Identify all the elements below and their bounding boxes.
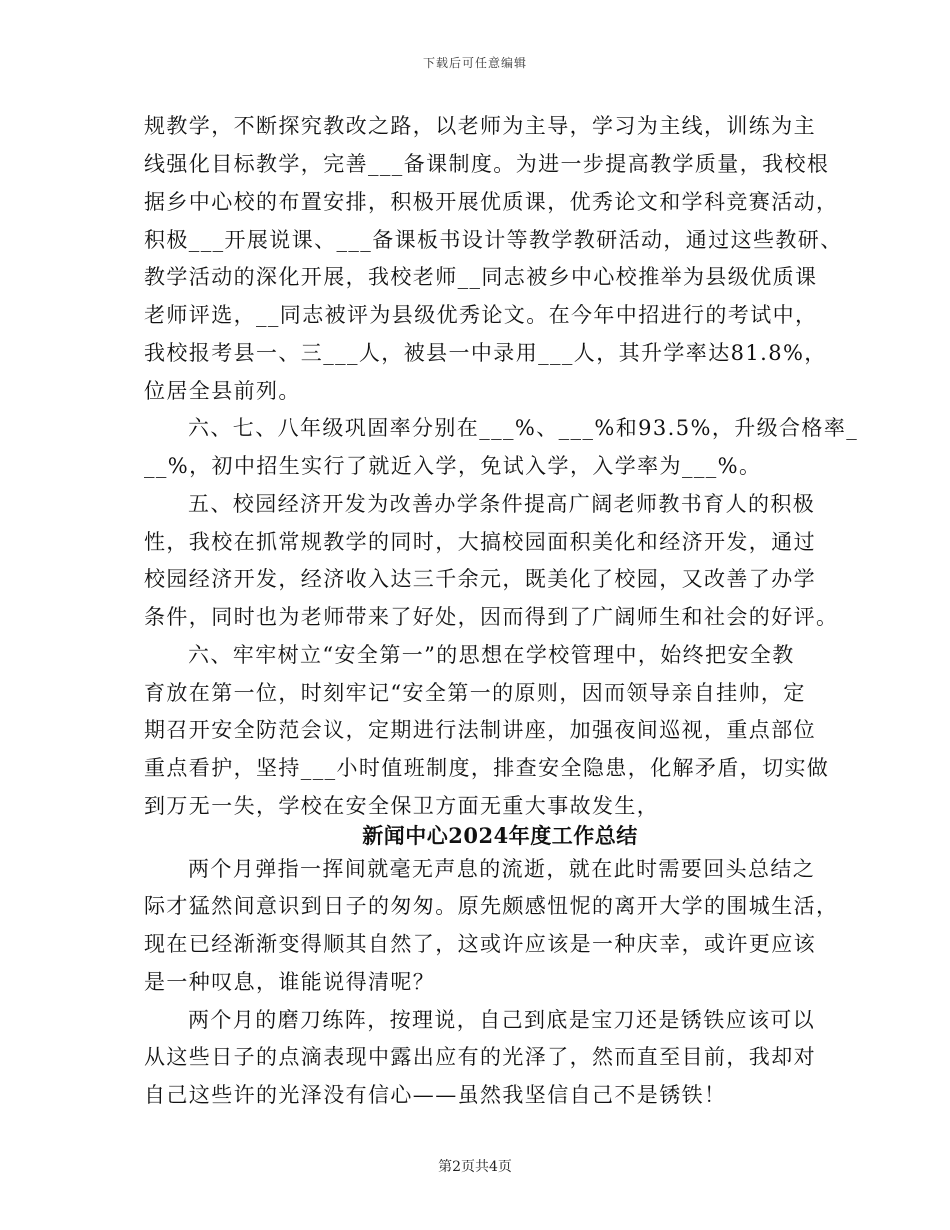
page-footer: 第2页共4页 xyxy=(438,1159,512,1175)
paragraph-line: 校园经济开发，经济收入达三千余元，既美化了校园，又改善了办学 xyxy=(144,567,816,591)
page-header: 下载后可任意编辑 xyxy=(422,56,527,70)
paragraph-line: 积极___开展说课、___备课板书设计等教学教研活动，通过这些教研、 xyxy=(144,228,843,252)
paragraph-line: 从这些日子的点滴表现中露出应有的光泽了，然而直至目前，我却对 xyxy=(144,1045,816,1069)
paragraph-line: 两个月弹指一挥间就毫无声息的流逝，就在此时需要回头总结之 xyxy=(188,857,816,881)
paragraph-line: 我校报考县一、三___人，被县一中录用___人，其升学率达81.8%， xyxy=(144,341,827,365)
paragraph-line: 是一种叹息，谁能说得清呢？ xyxy=(144,970,436,994)
paragraph-line: 育放在第一位，时刻牢记“安全第一的原则，因而领导亲自挂帅，定 xyxy=(144,681,806,705)
paragraph-line: 六、牢牢树立“安全第一”的思想在学校管理中，始终把安全教 xyxy=(188,643,795,667)
paragraph-line: 据乡中心校的布置安排，积极开展优质课，优秀论文和学科竞赛活动， xyxy=(144,190,839,214)
paragraph-line: 际才猛然间意识到日子的匆匆。原先颇感忸怩的离开大学的围城生活， xyxy=(144,894,839,918)
paragraph-line: 自己这些许的光泽没有信心——虽然我坚信自己不是锈铁！ xyxy=(144,1083,727,1107)
section-heading: 新闻中心2024年度工作总结 xyxy=(362,823,638,848)
paragraph-line: 教学活动的深化开展，我校老师__同志被乡中心校推举为县级优质课 xyxy=(144,265,818,289)
paragraph-line: 期召开安全防范会议，定期进行法制讲座，加强夜间巡视，重点部位 xyxy=(144,718,816,742)
paragraph-line: __%，初中招生实行了就近入学，免试入学，入学率为___%。 xyxy=(144,454,762,478)
paragraph-line: 位居全县前列。 xyxy=(144,379,301,403)
paragraph-line: 性，我校在抓常规教学的同时，大搞校园面积美化和经济开发，通过 xyxy=(144,530,816,554)
paragraph-line: 线强化目标教学，完善___备课制度。为进一步提高教学质量，我校根 xyxy=(144,152,830,176)
paragraph-line: 条件，同时也为老师带来了好处，因而得到了广阔师生和社会的好评。 xyxy=(144,605,839,629)
paragraph-line: 规教学，不断探究教改之路，以老师为主导，学习为主线，训练为主 xyxy=(144,114,816,138)
paragraph-line: 老师评选，__同志被评为县级优秀论文。在今年中招进行的考试中， xyxy=(144,303,818,327)
paragraph-line: 五、校园经济开发为改善办学条件提高广阔老师教书育人的积极 xyxy=(188,492,816,516)
paragraph-line: 重点看护，坚持___小时值班制度，排查安全隐患，化解矛盾，切实做 xyxy=(144,756,830,780)
paragraph-line: 两个月的磨刀练阵，按理说，自己到底是宝刀还是锈铁应该可以 xyxy=(188,1008,816,1032)
paragraph-line: 到万无一失，学校在安全保卫方面无重大事故发生， xyxy=(144,794,660,818)
paragraph-line: 现在已经渐渐变得顺其自然了，这或许应该是一种庆幸，或许更应该 xyxy=(144,932,816,956)
paragraph-line: 六、七、八年级巩固率分别在___%、___%和93.5%，升级合格率_ xyxy=(188,416,859,440)
